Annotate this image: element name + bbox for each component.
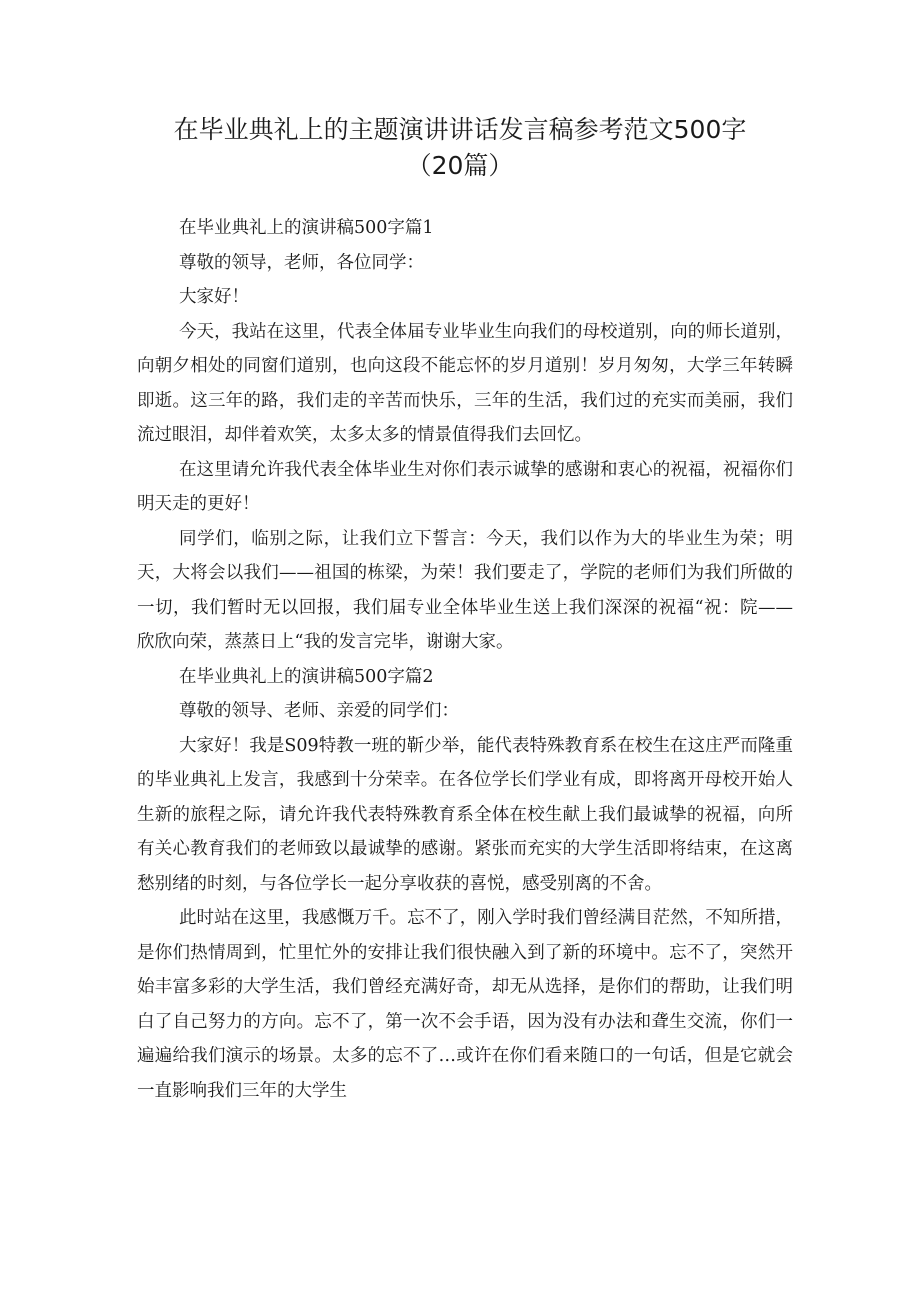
body-paragraph: 今天，我站在这里，代表全体届专业毕业生向我们的母校道别，向的师长道别，向朝夕相处的同窗们道别，也向这段不能忘怀的岁月道别！岁月匆匆，大学三年转瞬即逝。这三年的路，我们走的辛苦而快乐，三年的生活，我们过的充实而美丽，我们流过眼泪，却伴着欢笑，太多太多的情景值得我们去回忆。 <box>137 321 793 445</box>
greeting: 大家好！ <box>179 287 249 307</box>
body-paragraph: 在这里请允许我代表全体毕业生对你们表示诚挚的感谢和衷心的祝福，祝福你们明天走的更好！ <box>137 459 793 514</box>
document-title-line-2: （20篇） <box>406 151 514 180</box>
body-paragraph: 同学们，临别之际，让我们立下誓言：今天，我们以作为大的毕业生为荣；明天，大将会以我们——祖国的栋梁，为荣！我们要走了，学院的老师们为我们所做的一切，我们暂时无以回报，我们届专业全体毕业生送上我们深深的祝福“祝：院——欣欣向荣，蒸蒸日上“我的发言完毕，谢谢大家。 <box>137 528 793 652</box>
section-heading-1: 在毕业典礼上的演讲稿500字篇1 <box>179 218 434 238</box>
salutation: 尊敬的领导，老师，各位同学： <box>179 252 424 273</box>
document-body <box>137 211 793 1108</box>
salutation: 尊敬的领导、老师、亲爱的同学们： <box>179 701 459 721</box>
document-title-line-1: 在毕业典礼上的主题演讲讲话发言稿参考范文500字 <box>173 115 747 144</box>
body-paragraph: 大家好！我是S09特教一班的靳少举，能代表特殊教育系在校生在这庄严而隆重的毕业典礼上发言，我感到十分荣幸。在各位学长们学业有成，即将离开母校开始人生新的旅程之际，请允许我代表特殊教育系全体在校生献上我们最诚挚的祝福，向所有关心教育我们的老师致以最诚挚的感谢。紧张而充实的大学生活即将结束，在这离愁别绪的时刻，与各位学长一起分享收获的喜悦，感受别离的不舍。 <box>137 735 793 894</box>
body-paragraph: 此时站在这里，我感慨万千。忘不了，刚入学时我们曾经满目茫然，不知所措，是你们热情周到，忙里忙外的安排让我们很快融入到了新的环境中。忘不了，突然开始丰富多彩的大学生活，我们曾经充满好奇，却无从选择，是你们的帮助，让我们明白了自己努力的方向。忘不了，第一次不会手语，因为没有办法和聋生交流，你们一遍遍给我们演示的场景。太多的忘不了…或许在你们看来随口的一句话，但是它就会一直影响我们三年的大学生 <box>137 908 793 1101</box>
section-heading-2: 在毕业典礼上的演讲稿500字篇2 <box>179 666 434 687</box>
